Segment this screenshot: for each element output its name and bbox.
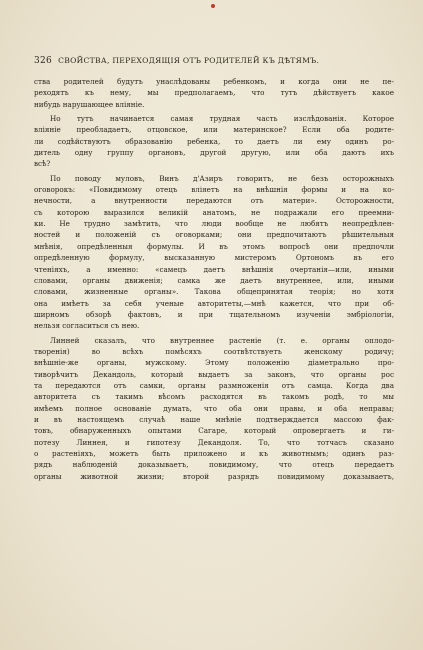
text-line: потезу Линнея, и гипотезу Декандоля. То, что тотчасъ сказано: [34, 437, 394, 447]
text-line: Линней сказалъ, что внутреннее растеніе (т. е. органы оплодо-: [50, 335, 394, 345]
text-line: нельзя согласиться съ нею.: [34, 321, 140, 331]
text-line: тиворѣчитъ Декандоль, который выдаетъ за законъ, что органы рос: [34, 369, 394, 379]
text-line: чтеніяхъ, а именно: «самецъ даетъ внѣшнія очертанія—или, иными: [34, 264, 394, 274]
text-line: рядъ наблюденій доказываетъ, повидимому, что отецъ передаетъ: [34, 460, 394, 470]
text-line: ностей и положеній съ оговорками; они предпочитаютъ рѣшительныя: [34, 230, 394, 240]
text-line: словами, жизненные органы». Такова общепринятая теорія; но хотя: [34, 287, 394, 297]
text-line: ширномъ обзорѣ фактовъ, и при тщательномъ изученіи эмбріологіи,: [34, 309, 394, 319]
text-line: имѣемъ полное основаніе думать, что оба они правы, и оба неправы;: [34, 403, 394, 413]
running-header: [34, 56, 394, 66]
text-line: ки. Не трудно замѣтить, что люди вообще не любятъ неопредѣлен-: [34, 219, 394, 229]
text-line: творенія) во всѣхъ помѣсяхъ соотвѣтствуетъ женскому родичу;: [34, 346, 394, 356]
text-line: нечности, а внутренности передаются отъ матери». Осторожности,: [34, 196, 394, 206]
text-line: По поводу муловъ, Винъ д'Азиръ говоритъ, не безъ осторожныхъ: [50, 173, 394, 183]
text-line: товъ, обнаруженныхъ опытами Сагаре, который опровергаетъ и ги-: [34, 426, 394, 436]
text-line: о растеніяхъ, можетъ быть приложено и къ животнымъ; одинъ раз-: [34, 449, 394, 458]
text-line: реходятъ къ нему, мы предполагаемъ, что тутъ дѣйствуетъ какое: [34, 88, 394, 98]
text-line: оговорокъ: «Повидимому отецъ вліяетъ на внѣшнія формы и на ко-: [34, 185, 394, 195]
text-line: она имѣетъ за себя ученые авторитеты,—мнѣ кажется, что при об-: [34, 298, 394, 308]
text-line: словами, органы движенія; самка же даетъ внутреннее, или, иными: [34, 275, 394, 285]
body-text: [34, 76, 394, 482]
text-line: съ которою выразился великій анатомъ, не подражали его преемни-: [34, 207, 394, 217]
text-line: ли содѣйствуютъ образованію ребенка, то даетъ ли ему одинъ ро-: [34, 136, 394, 146]
text-line: нибудь нарушающее вліяніе.: [34, 99, 145, 109]
text-line: вліяніе преобладаетъ, отцовское, или материнское? Если оба родите-: [34, 125, 394, 135]
text-line: та передаются отъ самки, органы размноженія отъ самца. Когда два: [34, 380, 394, 390]
text-line: всѣ?: [34, 159, 51, 169]
text-line: и въ настоящемъ случаѣ наше мнѣніе подтверждается массою фак-: [34, 414, 394, 424]
ink-spot: [211, 4, 215, 8]
page-number: 326: [34, 56, 53, 66]
text-line: авторитета съ такимъ вѣсомъ расходятся въ такомъ родѣ, то мы: [34, 392, 394, 402]
text-line: органы животной жизни; второй разрядъ повидимому доказываетъ,: [34, 471, 394, 481]
running-title: СВОЙСТВА, ПЕРЕХОДЯЩІЯ ОТЪ РОДИТЕЛЕЙ КЪ ДѢТЯМЪ.: [58, 56, 320, 65]
text-line: ства родителей будутъ унаслѣдованы ребенкомъ, и когда они не пе-: [34, 77, 394, 86]
text-line: дитель одну группу органовъ, другой другую, или оба даютъ ихъ: [34, 148, 394, 158]
text-line: мнѣнія, опредѣленныя формулы. И въ этомъ вопросѣ они предпочли: [34, 241, 394, 251]
text-line: внѣшніе-же органы, мужскому. Этому положенію діаметрально про-: [34, 358, 394, 368]
text-line: опредѣленную формулу, высказанную мистеромъ Ортономъ въ его: [34, 253, 394, 263]
text-line: Но тутъ начинается самая трудная часть изслѣдованія. Которое: [50, 114, 394, 124]
